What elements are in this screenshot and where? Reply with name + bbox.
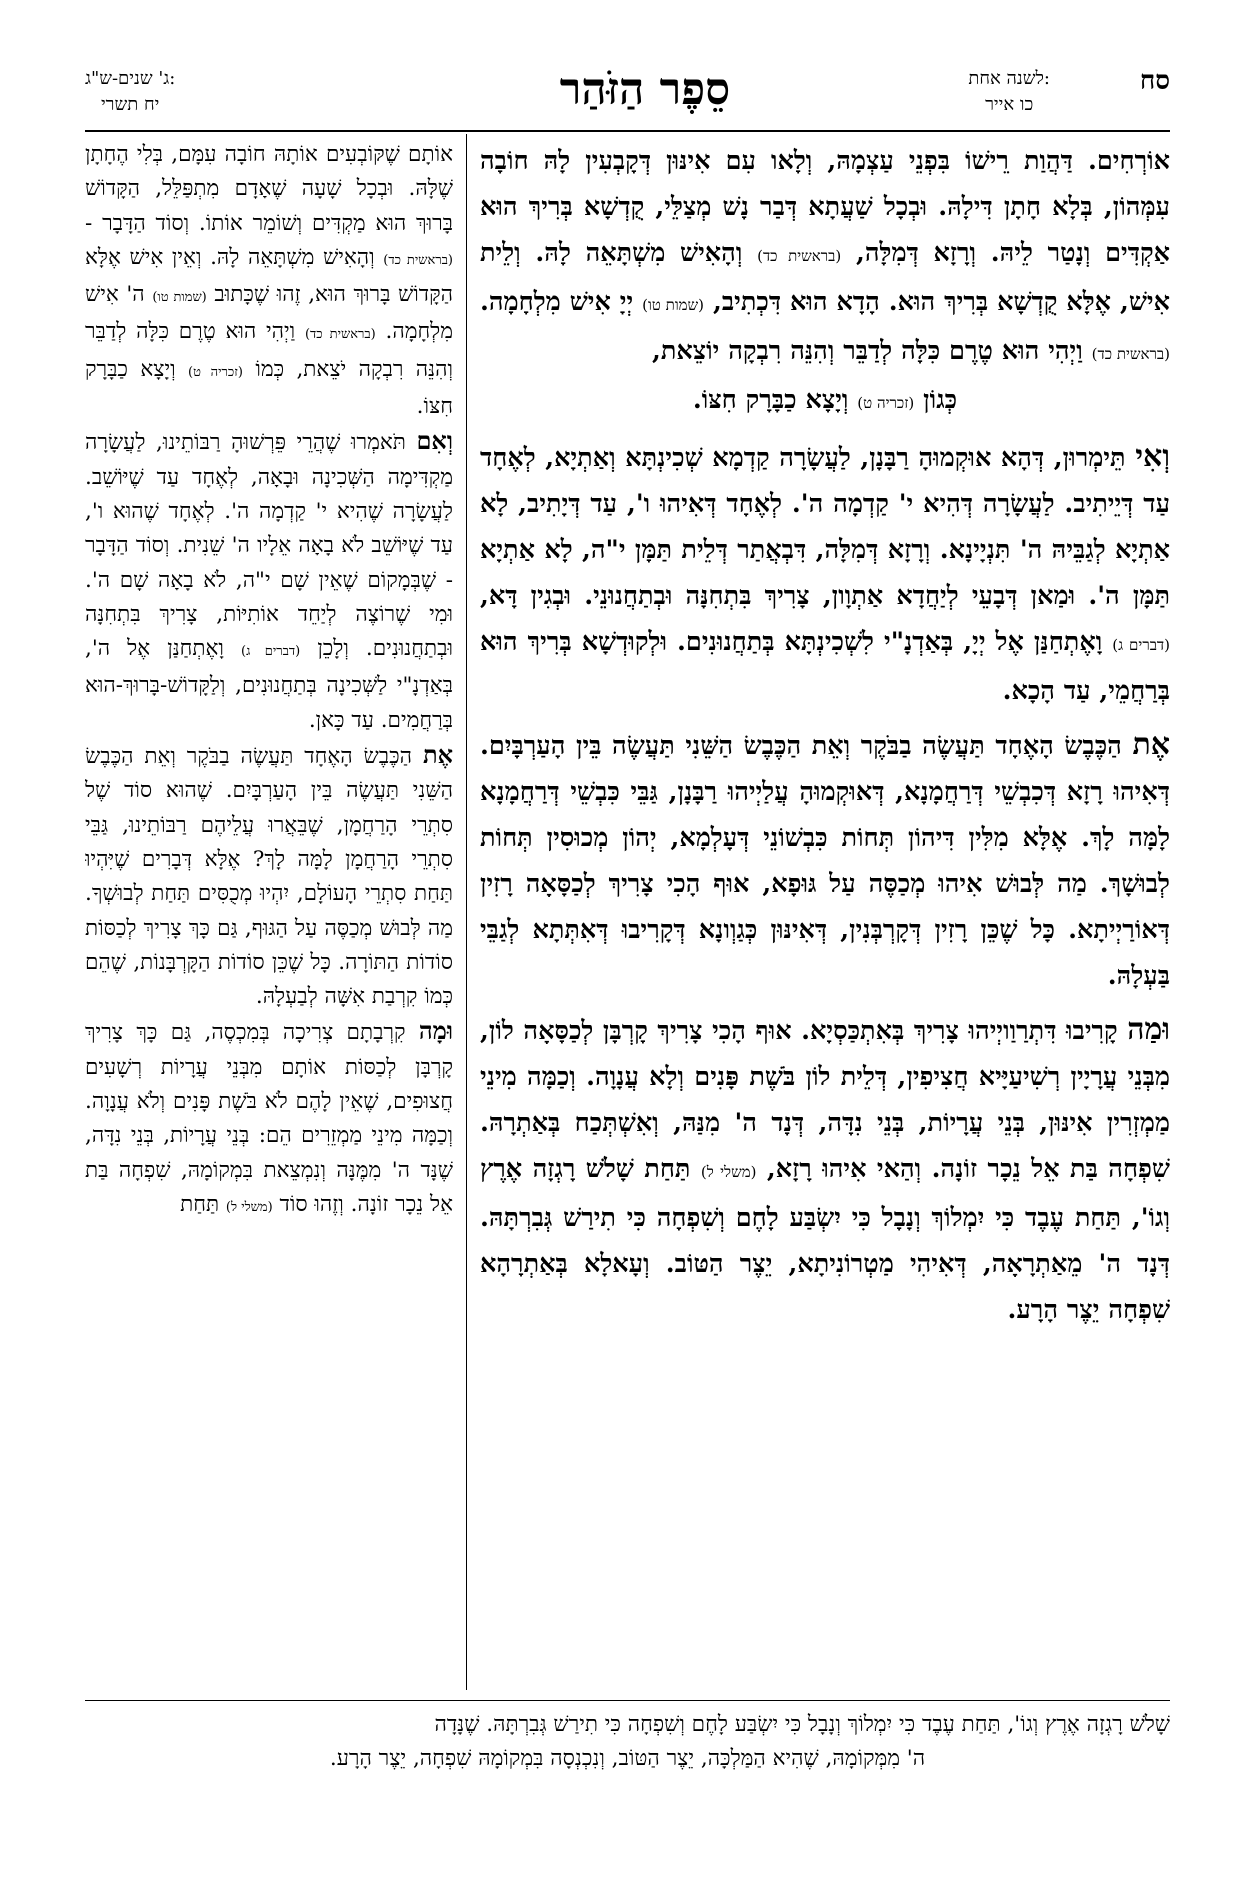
page-number: סח: [1139, 66, 1170, 96]
footer-rule: [85, 1700, 1170, 1701]
hebrew-translation-column: [85, 138, 453, 1690]
aramaic-main-column: [480, 138, 1170, 1690]
side-paragraph-2: וְאִם תֹּאמְרוּ שֶׁהֲרֵי פֵּרְשׁוּהָ רַבּוֹתֵינוּ, לַעֲשָׂרָה מַקְדִּימָה הַשְּׁכִינָה וּבָאָה, לְאֶחָד עַד שֶׁיּוֹשֵׁב. לַעֲשָׂרָה שֶׁהִיא י' קַדְמָה ה'. לְאֶחָד שֶׁהוּא ו', עַד שֶׁיּוֹשֵׁב לֹא בָאָה אֵלָיו ה' שֵׁנִית. וְסוֹד הַדָּבָר - שֶׁבְּמָקוֹם שֶׁאֵין שָׁם י"ה, לֹא בָאָה שָׁם ה'. וּמִי שֶׁרוֹצֶה לְיַחֵד אוֹתִיּוֹת, צָרִיךְ בִּתְחִנָּה וּבְתַחֲנוּנִים. וְלָכֵן (דברים ג) וָאֶתְחַנַּן אֶל ה', בְּאַדְנָ"י לַשְּׁכִינָה בְּתַחֲנוּנִים, וְלַקָּדוֹשׁ-בָּרוּךְ-הוּא בְּרַחֲמִים. עַד כָּאן.: [85, 426, 453, 733]
side-paragraph-4: וּמָה קִרְבָתָם צְרִיכָה בְּמִכְסֶה, גַּם כָּךְ צָרִיךְ קָרְבָּן לְכַסּוֹת אוֹתָם מִבְּנֵי עֲרָיוֹת רְשָׁעִים חֲצוּפִים, שֶׁאֵין לָהֶם לֹא בֹּשֶׁת פָּנִים וְלֹא עֲנָוָה. וְכַמָּה מִינֵי מַמְזֵרִים הֵם: בְּנֵי עֲרָיוֹת, בְּנֵי נִדָּה, שֶׁנָּד ה' מִמֶּנָּה וְנִמְצֵאת בִּמְקוֹמָהּ, שִׁפְחָה בַּת אֵל נֵכָר זוֹנָה. וְזֶהוּ סוֹד (משלי ל) תַּחַת: [85, 1016, 453, 1217]
footer-line-2: ה' מִמְּקוֹמָהּ, שֶׁהִיא הַמַּלְכָּה, יֵצֶר הַטּוֹב, וְנִכְנְסָה בִּמְקוֹמָהּ שִׁפְחָה, יֵצֶר הָרָע.: [329, 1746, 926, 1771]
footer-line-1: שָׁלֹשׁ רָגְזָה אֶרֶץ וְגוֹ', תַּחַת עֶבֶד כִּי יִמְלוֹךְ וְנָבָל כִּי יִשְׂבַּע לָחֶם וְשִׁפְחָה כִּי תִירַשׁ גְּבִרְתָּהּ. שֶׁנָּדָה: [434, 1712, 1170, 1737]
source-ref: (שמות טו): [642, 296, 705, 314]
schedule-label: לשנה אחת:: [968, 68, 1050, 89]
paragraph-opener: אֶת: [422, 740, 453, 770]
source-ref: (בראשית כד): [1091, 345, 1170, 363]
source-ref: (בראשית כד): [383, 252, 453, 268]
reading-schedule-one-year: [968, 66, 1050, 118]
page-header: [85, 60, 1170, 128]
paragraph-opener: וּמַה: [1127, 1012, 1170, 1047]
source-ref: (זכריה ט): [188, 364, 243, 380]
source-ref: (בראשית כד): [757, 247, 842, 265]
source-ref: (משלי ל): [700, 1163, 757, 1181]
schedule-label: ג' שנים-ש"ג:: [85, 68, 176, 89]
paragraph-opener: וְאִם: [416, 426, 453, 456]
source-ref: (משלי ל): [225, 1199, 273, 1215]
translation-continuation: [85, 1708, 1170, 1776]
schedule-date: כו אייר: [985, 94, 1034, 115]
main-paragraph-2: וְאִי תֵּימְרוּן, דְּהָא אוּקְמוּהָ רַבָּנָן, לַעֲשָׂרָה קַדְמָא שְׁכִינְתָּא וְאַתְיָא, לְאֶחָד עַד דְּיֵיתִיב. לַעֲשָׂרָה דְּהִיא י' קַדְמָה ה'. לְאֶחָד דְּאִיהוּ ו', עַד דְּיָתִיב, לָא אַתְיָא לְגַבֵּיהּ ה' תִּנְיָינָא. וְרָזָא דְּמִלָּה, דִּבְאֲתַר דְּלֵית תַּמָּן י"ה, לָא אַתְיָא תַּמָּן ה'. וּמַאן דְּבָעֵי לְיַחֲדָא אַתְוָון, צָרִיךְ בִּתְחִנָּה וּבְתַחֲנוּנֵי. וּבְגִין דָּא, (דברים ג) וָאֶתְחַנַּן אֶל יְיָ, בְּאַדְנָ"י לִשְׁכִינְתָּא בְּתַחֲנוּנִים. וּלְקוּדְשָׁא בְּרִיךְ הוּא בְּרַחֲמֵי, עַד הָכָא.: [480, 439, 1170, 706]
paragraph-opener: וְאִי: [1135, 439, 1170, 474]
main-paragraph-1: אוֹרְחִים. דַּהֲוַת רֵישׁוֹ בִּפְנֵי עַצְמָהּ, וְלָאו עִם אִינּוּן דְּקָבְעִין לָהּ חוֹבָה עִמְּהוֹן, בְּלָא חָתָן דִּילָהּ. וּבְכָל שַׁעֲתָא דְּבַר נָשׁ מְצַלֵּי, קֻדְשָׁא בְּרִיךְ הוּא אַקְדִּים וְנָטַר לֵיהּ. וְרָזָא דְּמִלָּה, (בראשית כד) וְהָאִישׁ מִשְׁתָּאֵה לָהּ. וְלֵית אִישׁ, אֶלָּא קֻדְשָׁא בְּרִיךְ הוּא. הָדָא הוּא דִּכְתִיב, (שמות טו) יְיָ אִישׁ מִלְחָמָה. (בראשית כד) וַיְהִי הוּא טֶרֶם כִּלָּה לְדַבֵּר וְהִנֵּה רִבְקָה יוֹצֵאת,: [480, 146, 1170, 366]
source-ref: (דברים ג): [1112, 636, 1170, 654]
source-ref: (שמות טו): [152, 290, 207, 306]
side-paragraph-3: אֶת הַכֶּבֶשׂ הָאֶחָד תַּעֲשֶׂה בַבֹּקֶר וְאֵת הַכֶּבֶשׂ הַשֵּׁנִי תַּעֲשֶׂה בֵּין הָעַרְבָּיִם. שֶׁהוּא סוֹד שֶׁל סִתְרֵי הָרַחֲמָן, שֶׁבֵּאֲרוּ עֲלֵיהֶם רַבּוֹתֵינוּ, גַּבֵּי סִתְרֵי הָרַחֲמָן לָמָּה לָךְ? אֶלָּא דְּבָרִים שֶׁיִּהְיוּ תַּחַת סִתְרֵי הָעוֹלָם, יִהְיוּ מְכֻסִּים תַּחַת לְבוּשְׁךָ. מַה לְּבוּשׁ מְכַסֶּה עַל הַגּוּף, גַּם כָּךְ צָרִיךְ לְכַסּוֹת סוֹדוֹת הַתּוֹרָה. כָּל שֶׁכֵּן סוֹדוֹת הַקָּרְבָּנוֹת, שֶׁהֵם כְּמוֹ קִרְבַת אִשָּׁה לְבַעְלָהּ.: [85, 740, 453, 1010]
schedule-date: יח תשרי: [100, 94, 160, 115]
reading-schedule-three-years: [85, 66, 175, 118]
main-paragraph-4: וּמַה קָרִיבוּ דִּתְרַוַויְיהוּ צָרִיךְ בְּאִתְכַּסְיָא. אוּף הָכִי צָרִיךְ קָרְבָּן לְכַסָּאָה לוֹן, מִבְּנֵי עֲרָיָין רְשִׁיעַיָּיא חֲצִיפִין, דְּלֵית לוֹן בֹּשֶׁת פָּנִים וְלָא עֲנָוָה. וְכַמָּה מִינֵי מַמְזְרִין אִינּוּן, בְּנֵי עֲרָיוֹת, בְּנֵי נִדָּה, דְּנָד ה' מִנַּהּ, וְאִשְׁתְּכַח בְּאַתְרָהּ. שִׁפְחָה בַּת אֵל נֵכָר זוֹנָה. וְהַאי אִיהוּ רָזָא, (משלי ל) תַּחַת שָׁלֹשׁ רָגְזָה אֶרֶץ וְגוֹ', תַּחַת עֶבֶד כִּי יִמְלוֹךְ וְנָבָל כִּי יִשְׂבַּע לָחֶם וְשִׁפְחָה כִּי תִירַשׁ גְּבִרְתָּהּ. דְּנָד ה' מֵאַתְרָאָה, דְּאִיהִי מַטְרוֹנִיתָא, יֵצֶר הַטּוֹב. וְעָאלָא בְּאַתְרָהָא שִׁפְחָה יֵצֶר הָרָע.: [480, 1012, 1170, 1325]
paragraph-opener: וּמָה: [418, 1016, 453, 1046]
column-divider: [466, 134, 467, 1690]
main-paragraph-1-end: כְּגוֹן (זכריה ט) וְיָצָא כַבָּרָק חִצּוֹ.: [692, 385, 958, 415]
source-ref: (דברים ג): [241, 644, 301, 660]
header-rule: [85, 130, 1170, 132]
side-paragraph-1: אוֹתָם שֶׁקּוֹבְעִים אוֹתָהּ חוֹבָה עִמָּם, בְּלִי הֶחָתָן שֶׁלָּהּ. וּבְכָל שָׁעָה שֶׁאָדָם מִתְפַּלֵּל, הַקָּדוֹשׁ בָּרוּךְ הוּא מַקְדִּים וְשׁוֹמֵר אוֹתוֹ. וְסוֹד הַדָּבָר - (בראשית כד) וְהָאִישׁ מִשְׁתָּאֵה לָהּ. וְאֵין אִישׁ אֶלָּא הַקָּדוֹשׁ בָּרוּךְ הוּא, זֶהוּ שֶׁכָּתוּב (שמות טו) ה' אִישׁ מִלְחָמָה. (בראשית כד) וַיְהִי הוּא טֶרֶם כִּלָּה לְדַבֵּר וְהִנֵּה רִבְקָה יֹצֵאת, כְּמוֹ (זכריה ט) וְיָצָא כַבָּרָק חִצּוֹ.: [85, 142, 453, 420]
source-ref: (זכריה ט): [857, 394, 915, 412]
book-title: סֵפֶר הַזֹּהַר: [559, 64, 731, 115]
source-ref: (בראשית כד): [304, 327, 376, 343]
main-paragraph-3: אֶת הַכֶּבֶשׂ הָאֶחָד תַּעֲשֶׂה בַבֹּקֶר וְאֵת הַכֶּבֶשׂ הַשֵּׁנִי תַּעֲשֶׂה בֵּין הָעַרְבָּיִם. דְּאִיהוּ רָזָא דְּכִבְשֵׁי דְּרַחֲמָנָא, דְּאוּקְמוּהָ עֲלַיְיהוּ רַבָּנָן, גַּבֵּי כִּבְשֵׁי דְּרַחֲמָנָא לָמָּה לָךְ. אֶלָּא מִלִּין דִּיהוֹן תְּחוֹת כִּבְשׁוֹנֵי דְּעָלְמָא, יְהוֹן מְכוּסִין תְּחוֹת לְבוּשָׁךְ. מַה לְּבוּשׁ אִיהוּ מְכַסֶּה עַל גּוּפָא, אוּף הָכִי צָרִיךְ לְכַסָּאָה רָזִין דְּאוֹרַיְיתָא. כָּל שֶׁכֵּן רָזִין דְּקָרְבְּנִין, דְּאִינּוּן כְּגַוְונָא דְּקָרִיבוּ דְּאִתְּתָא לְגַבֵּי בַּעְלָהּ.: [480, 727, 1170, 991]
paragraph-opener: אֶת: [1132, 727, 1170, 762]
